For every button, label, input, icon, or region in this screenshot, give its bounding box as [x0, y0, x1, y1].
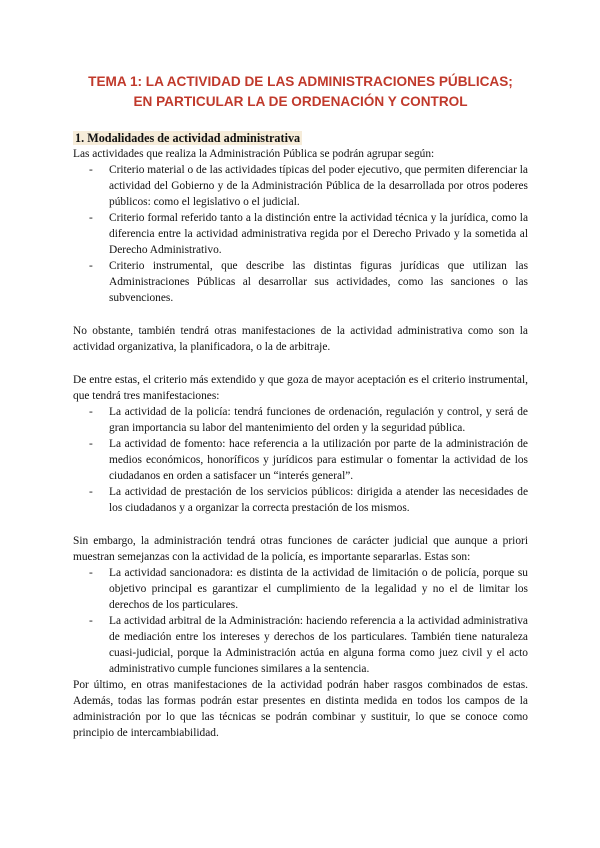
list-item: [73, 565, 528, 613]
list-item: [73, 210, 528, 258]
list-item-text: Criterio formal referido tanto a la distinción entre la actividad técnica y la jurídica, como la diferencia entre la actividad administrativa regida por el Derecho Privado y la sometida al Derecho Administrativo.: [109, 212, 528, 256]
judicial-functions-paragraph: Sin embargo, la administración tendrá otras funciones de carácter judicial que aunque a priori muestran semejanzas con la actividad de la policía, es importante separarlas. Estas son:: [73, 535, 528, 563]
main-criterion-paragraph: De entre estas, el criterio más extendido y que goza de mayor aceptación es el criterio instrumental, que tendrá tres manifestaciones:: [73, 374, 528, 402]
dash-bullet-icon: -: [89, 260, 93, 272]
list-item: [73, 436, 528, 484]
list-item-text: Criterio instrumental, que describe las distintas figuras jurídicas que utilizan las Administraciones Públicas al desarrollar sus actividades, como las sanciones o las subvenciones.: [109, 260, 528, 304]
page-title: TEMA 1: LA ACTIVIDAD DE LAS ADMINISTRACIONES PÚBLICAS; EN PARTICULAR LA DE ORDENACIÓN Y CONTROL: [88, 74, 513, 109]
list-item: [73, 404, 528, 436]
dash-bullet-icon: -: [89, 164, 93, 176]
dash-bullet-icon: -: [89, 406, 93, 418]
list-item-text: La actividad sancionadora: es distinta de la actividad de limitación o de policía, porque su objetivo principal es garantizar el cumplimiento de la legalidad y no el de limitar los derechos de los particulares.: [109, 567, 528, 611]
dash-bullet-icon: -: [89, 615, 93, 627]
list-item: [73, 484, 528, 516]
dash-bullet-icon: -: [89, 212, 93, 224]
dash-bullet-icon: -: [89, 567, 93, 579]
dash-bullet-icon: -: [89, 438, 93, 450]
judicial-functions-list: [73, 565, 528, 677]
list-item-text: Criterio material o de las actividades típicas del poder ejecutivo, que permiten diferenciar la actividad del Gobierno y de la Administración Pública de la desarrollada por otros poderes públicos: como el legislativo o el judicial.: [109, 164, 528, 208]
list-item-text: La actividad de prestación de los servicios públicos: dirigida a atender las necesidades de los ciudadanos y a organizar la correcta prestación de los mismos.: [109, 486, 528, 514]
list-item-text: La actividad de fomento: hace referencia a la utilización por parte de la administración de medios económicos, honoríficos y jurídicos para estimular o fomentar la actividad de los ciudadanos en orden a satisfacer un “interés general”.: [109, 438, 528, 482]
list-item: [73, 258, 528, 306]
other-manifestations-paragraph: No obstante, también tendrá otras manifestaciones de la actividad administrativa como son la actividad organizativa, la planificadora, o la de arbitraje.: [73, 325, 528, 353]
list-item-text: La actividad de la policía: tendrá funciones de ordenación, regulación y control, y será de gran importancia su labor del mantenimiento del orden y la seguridad pública.: [109, 406, 528, 434]
dash-bullet-icon: -: [89, 486, 93, 498]
list-item: [73, 613, 528, 677]
section-heading: [73, 130, 528, 146]
section-heading-text: 1. Modalidades de actividad administrativa: [75, 131, 301, 145]
final-paragraph: Por último, en otras manifestaciones de la actividad podrán haber rasgos combinados de estas. Además, todas las formas podrán estar presentes en distinta medida en todos los campos de la administración por lo que las técnicas se podrán combinar y sustituir, lo que se conoce como principio de intercambiabilidad.: [73, 679, 528, 739]
criteria-list: [73, 162, 528, 306]
list-item-text: La actividad arbitral de la Administración: haciendo referencia a la actividad administrativa de mediación entre los intereses y derechos de los particulares. También tiene naturaleza cuasi-judicial, porque la Administración actúa en alguna forma como juez civil y el acto administrativo cumple funciones similares a la sentencia.: [109, 615, 528, 675]
list-item: [73, 162, 528, 210]
manifestations-list: [73, 404, 528, 516]
intro-paragraph: Las actividades que realiza la Administración Pública se podrán agrupar según:: [73, 148, 435, 160]
